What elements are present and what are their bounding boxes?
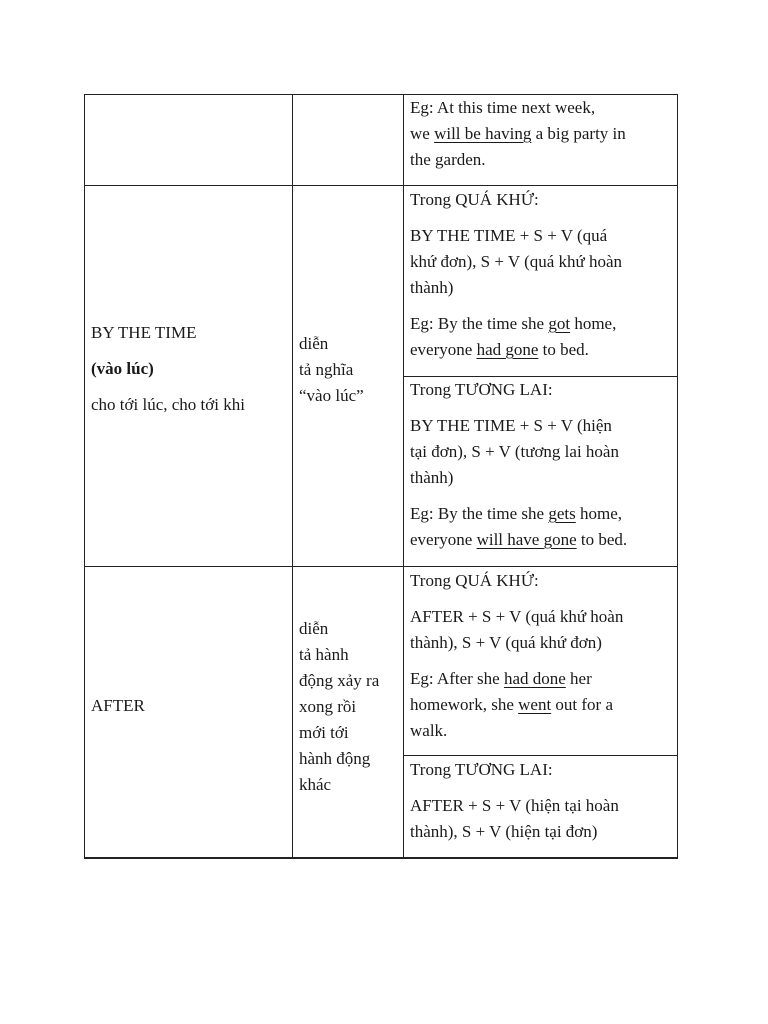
after-past-eg-part2: her homework, she	[410, 669, 592, 714]
row1-example-line3: the garden.	[410, 150, 486, 169]
by-the-time-description-line1: diễn	[299, 334, 329, 353]
by-the-time-description-cell	[299, 331, 399, 409]
by-the-time-past-example	[410, 311, 675, 363]
by-the-time-past-eg-part1: Eg: By the time she	[410, 314, 549, 333]
by-the-time-term-vi: (vào lúc)	[91, 359, 154, 378]
by-the-time-description: tả nghĩa “vào lúc”	[299, 360, 364, 405]
after-future-cell	[410, 757, 675, 845]
by-the-time-future-formula: BY THE TIME + S + V (hiện tại đơn), S + V (tương lai hoàn thành)	[410, 416, 619, 487]
by-the-time-past-cell	[410, 187, 675, 363]
after-past-eg-underlined2: went	[518, 695, 552, 714]
by-the-time-past-eg-part2: home, everyone	[410, 314, 617, 359]
row1-example-line2-start: we	[410, 124, 435, 143]
by-the-time-future-eg-underlined1: gets	[548, 504, 576, 523]
row1-example-prefix: Eg: At this time next week,	[410, 98, 596, 117]
by-the-time-future-eg-part3: to bed.	[576, 530, 628, 549]
after-past-eg-underlined1: had done	[503, 669, 566, 688]
row1-example-line2-end: a big party in	[531, 124, 626, 143]
by-the-time-past-eg-part3: to bed.	[538, 340, 589, 359]
by-the-time-future-eg-part1: Eg: By the time she	[410, 504, 549, 523]
by-the-time-future-heading: Trong TƯƠNG LAI:	[410, 380, 553, 399]
after-description-cell	[299, 616, 403, 798]
after-term-cell	[91, 693, 287, 719]
by-the-time-past-heading: Trong QUÁ KHỨ:	[410, 190, 539, 209]
after-past-cell	[410, 568, 675, 744]
after-term: AFTER	[91, 696, 145, 715]
by-the-time-past-eg-underlined1: got	[548, 314, 571, 333]
by-the-time-past-formula: BY THE TIME + S + V (quá khứ đơn), S + V (quá khứ hoàn thành)	[410, 226, 623, 297]
after-future-formula: AFTER + S + V (hiện tại hoàn thành), S + V (hiện tại đơn)	[410, 796, 619, 841]
by-the-time-future-eg-part2: home, everyone	[410, 504, 623, 549]
by-the-time-future-eg-underlined2: will have gone	[476, 530, 577, 549]
by-the-time-term: BY THE TIME	[91, 323, 197, 342]
after-future-heading: Trong TƯƠNG LAI:	[410, 760, 553, 779]
after-past-eg-part3: out for a walk.	[410, 695, 614, 740]
after-past-formula: AFTER + S + V (quá khứ hoàn thành), S + V (quá khứ đơn)	[410, 607, 624, 652]
row1-example-cell	[410, 95, 675, 173]
after-past-heading: Trong QUÁ KHỨ:	[410, 571, 539, 590]
by-the-time-term-cell	[91, 320, 291, 418]
after-description: diễn tả hành động xảy ra xong rồi mới tới hành động khác	[299, 619, 380, 794]
by-the-time-future-example	[410, 501, 675, 553]
by-the-time-meaning: cho tới lúc, cho tới khi	[91, 395, 245, 414]
by-the-time-past-eg-underlined2: had gone	[476, 340, 539, 359]
row1-example	[410, 95, 675, 173]
row1-example-underlined: will be having	[434, 124, 532, 143]
by-the-time-future-cell	[410, 377, 675, 553]
after-past-example	[410, 666, 675, 744]
after-past-eg-part1: Eg: After she	[410, 669, 504, 688]
